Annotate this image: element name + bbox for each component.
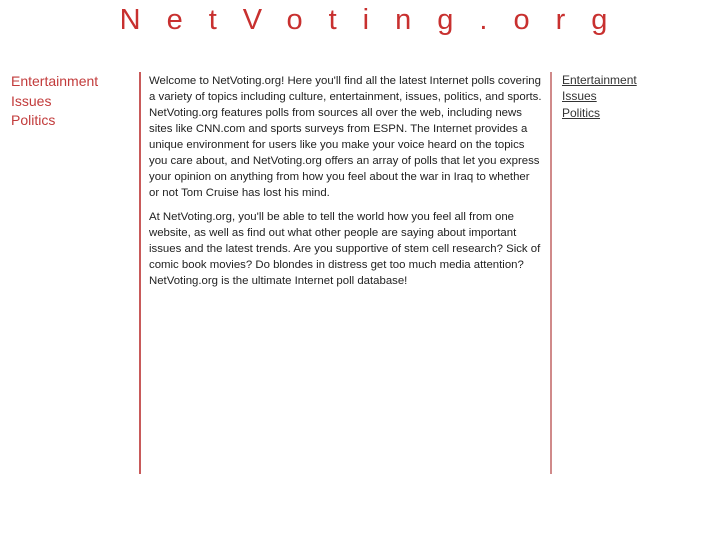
- site-title: NetVoting.org: [119, 4, 634, 36]
- right-nav-issues[interactable]: Issues: [562, 89, 597, 104]
- left-nav-politics[interactable]: Politics: [11, 112, 56, 128]
- main-content: [139, 72, 552, 474]
- left-nav-issues[interactable]: Issues: [11, 92, 52, 109]
- left-nav-entertainment[interactable]: Entertainment: [11, 73, 99, 89]
- left-nav: [11, 72, 98, 131]
- intro-paragraph: Welcome to NetVoting.org! Here you'll find all the latest Internet polls covering a variety of topics including culture, entertainment, issues, politics, and sports. NetVoting.org features polls from sources all over the web, including news sites like CNN.com and sports surveys from ESPN. The Internet provides a unique environment for users like you make your voice heard on the topics you care about, and NetVoting.org offers an array of polls that let you express your opinion on anything from how you feel about the war in Iraq to whether or not Tom Cruise has lost his mind.: [149, 75, 542, 199]
- right-nav-politics[interactable]: Politics: [562, 105, 601, 120]
- right-nav: [562, 72, 637, 121]
- right-nav-entertainment[interactable]: Entertainment: [562, 73, 637, 87]
- second-paragraph: At NetVoting.org, you'll be able to tell the world how you feel all from one website, as well as find out what other people are saying about important issues and the latest trends. Are you supportive of stem cell research? Sick of comic book movies? Do blondes in distress get too much media attention? NetVoting.org is the ultimate Internet poll database!: [149, 211, 541, 287]
